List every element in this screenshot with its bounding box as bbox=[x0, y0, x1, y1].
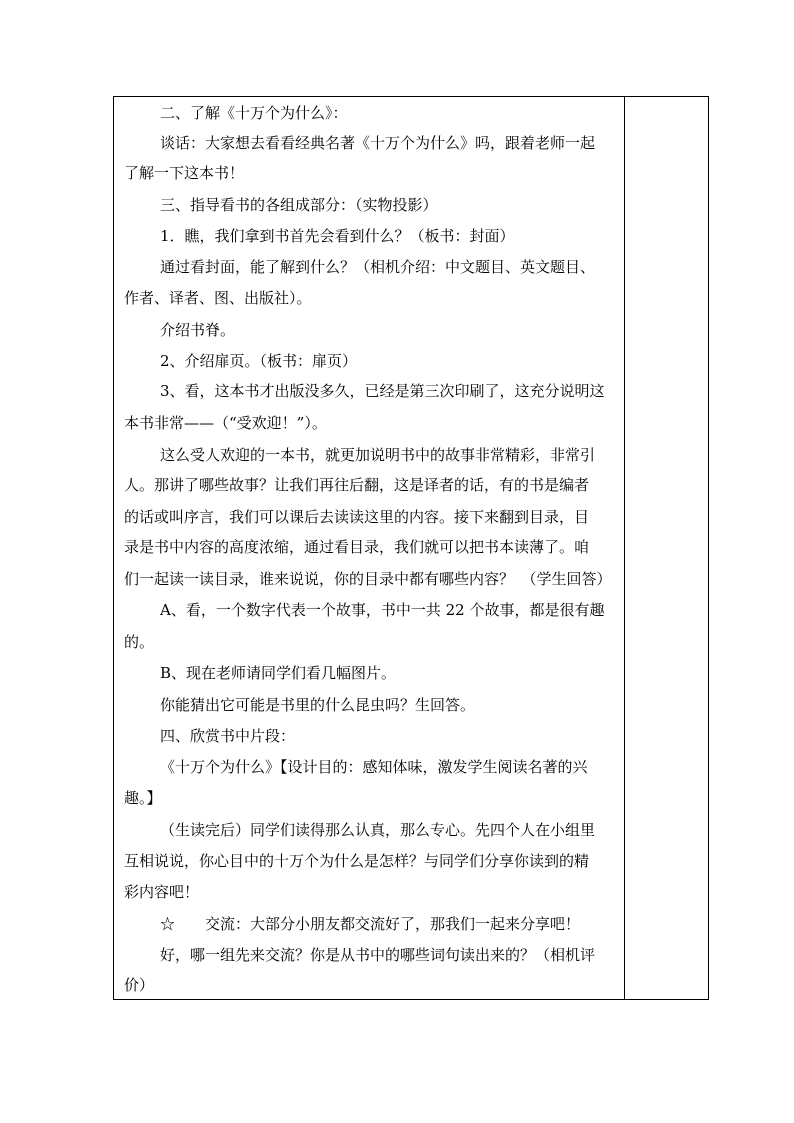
text-line: 互相说说，你心目中的十万个为什么是怎样？与同学们分享你读到的精 bbox=[124, 852, 590, 870]
section-title: 四、欣赏书中片段： bbox=[160, 727, 296, 745]
text-line: 《十万个为什么》【设计目的：感知体味，激发学生阅读名著的兴 bbox=[160, 758, 588, 776]
section-title: 三、指导看书的各组成部分：（实物投影） bbox=[160, 196, 438, 214]
text-line: 价） bbox=[124, 976, 155, 994]
text-line: 这么受人欢迎的一本书，就更加说明书中的故事非常精彩，非常引 bbox=[160, 446, 596, 464]
text-line: B、现在老师请同学们看几幅图片。 bbox=[160, 664, 397, 682]
notes-cell bbox=[624, 97, 708, 999]
text-line: （生读完后）同学们读得那么认真，那么专心。先四个人在小组里 bbox=[160, 821, 596, 839]
text-line: A、看，一个数字代表一个故事，书中一共 22 个故事，都是很有趣 bbox=[160, 601, 605, 619]
text-line: 趣。】 bbox=[124, 789, 162, 807]
lesson-content-cell bbox=[114, 97, 625, 999]
text-line: 通过看封面，能了解到什么？（相机介绍：中文题目、英文题目、 bbox=[160, 258, 596, 276]
text-line: 你能猜出它可能是书里的什么昆虫吗？生回答。 bbox=[160, 696, 476, 714]
text-line: 彩内容吧！ bbox=[124, 883, 200, 901]
text-line: 谈话：大家想去看看经典名著《十万个为什么》吗，跟着老师一起 bbox=[160, 134, 596, 152]
text-line: ☆ 交流：大部分小朋友都交流好了，那我们一起来分享吧！ bbox=[160, 915, 581, 933]
text-line: 介绍书脊。 bbox=[160, 321, 236, 339]
text-line: 了解一下这本书！ bbox=[124, 164, 245, 182]
text-line: 本书非常——（“受欢迎！”）。 bbox=[124, 414, 327, 432]
text-line: 的。 bbox=[124, 633, 155, 651]
text-line: 们一起读一读目录，谁来说说，你的目录中都有哪些内容？ （学生回答） bbox=[124, 570, 612, 588]
section-title: 二、了解《十万个为什么》： bbox=[160, 104, 348, 122]
text-line: 好，哪一组先来交流？你是从书中的哪些词句读出来的？（相机评 bbox=[160, 946, 596, 964]
text-line: 录是书中内容的高度浓缩，通过看目录，我们就可以把书本读薄了。咱 bbox=[124, 538, 590, 556]
text-line: 人。那讲了哪些故事？让我们再往后翻，这是译者的话，有的书是编者 bbox=[124, 476, 590, 494]
text-line: 3、看，这本书才出版没多久，已经是第三次印刷了，这充分说明这 bbox=[160, 382, 605, 400]
text-line: 1．瞧，我们拿到书首先会看到什么？（板书：封面） bbox=[160, 227, 515, 245]
lesson-table bbox=[113, 96, 709, 1000]
text-line: 作者、译者、图、出版社）。 bbox=[124, 289, 312, 307]
text-line: 的话或叫序言，我们可以课后去读读这里的内容。接下来翻到目录，目 bbox=[124, 508, 590, 526]
text-line: 2、介绍扉页。（板书：扉页） bbox=[160, 352, 358, 370]
